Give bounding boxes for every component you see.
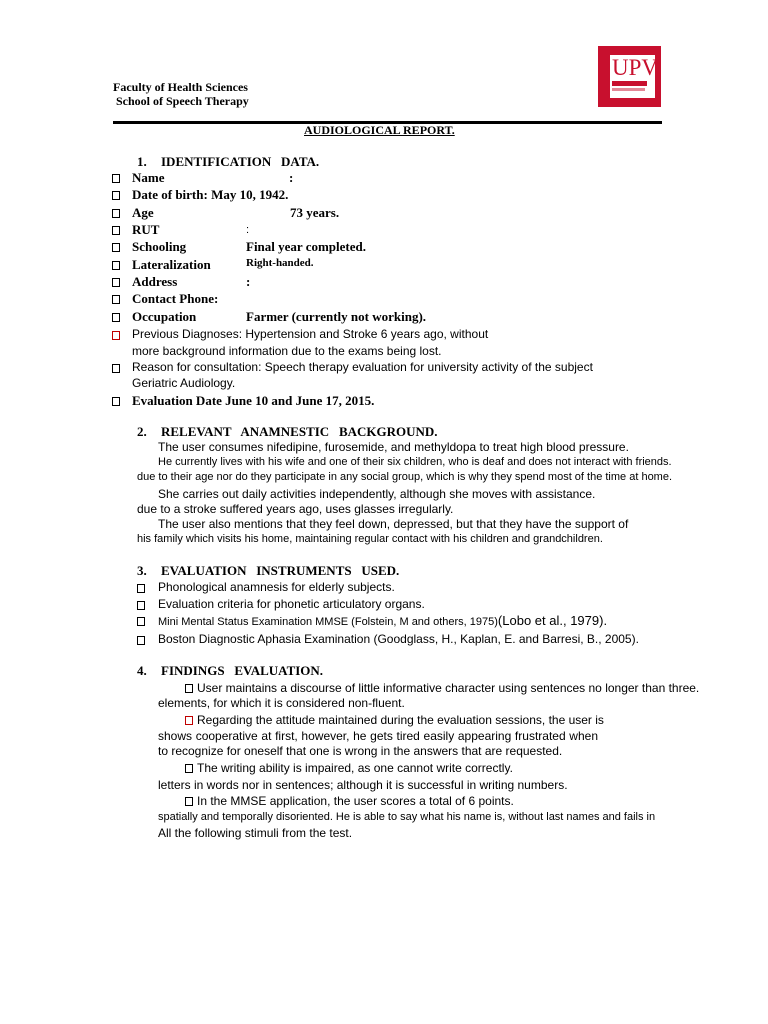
anamnesis-line: He currently lives with his wife and one of their six children, who is deaf and does not interact with friends. [158, 456, 672, 468]
finding-line: letters in words nor in sentences; although it is successful in writing numbers. [158, 778, 568, 792]
anamnesis-line: The user also mentions that they feel down, depressed, but that they have the support of [158, 517, 629, 531]
section-4-heading: 4. FINDINGS EVALUATION. [137, 663, 324, 678]
field-address-value: : [246, 274, 251, 289]
bullet-icon [137, 584, 145, 593]
bullet-icon [112, 174, 120, 183]
field-dob-label: Date of birth: May 10, 1942. [132, 187, 289, 202]
bullet-icon [112, 191, 120, 200]
previous-diagnoses-line-2: more background information due to the exams being lost. [132, 344, 442, 358]
field-name-value: : [289, 170, 294, 185]
field-address-label: Address [132, 274, 178, 289]
bullet-icon [112, 226, 120, 235]
field-occupation-value: Farmer (currently not working). [246, 309, 427, 324]
faculty-name: Faculty of Health Sciences [113, 80, 248, 94]
bullet-icon [112, 261, 120, 270]
previous-diagnoses-line-1: Previous Diagnoses: Hypertension and Stroke 6 years ago, without [132, 327, 489, 341]
field-age-value: 73 years. [290, 205, 340, 220]
field-schooling-value: Final year completed. [246, 239, 366, 254]
section-2-heading: 2. RELEVANT ANAMNESTIC BACKGROUND. [137, 424, 438, 439]
evaluation-date: Evaluation Date June 10 and June 17, 2015. [132, 393, 375, 408]
finding-line: The writing ability is impaired, as one cannot write correctly. [185, 761, 513, 775]
instrument-item: Phonological anamnesis for elderly subjects. [158, 580, 395, 594]
school-name: School of Speech Therapy [116, 94, 249, 108]
bullet-icon [185, 764, 193, 773]
report-title: AUDIOLOGICAL REPORT. [304, 123, 455, 137]
university-logo [598, 46, 661, 107]
bullet-icon [185, 716, 193, 725]
instrument-item: Boston Diagnostic Aphasia Examination (Goodglass, H., Kaplan, E. and Barresi, B., 2005). [158, 632, 639, 646]
bullet-icon [112, 295, 120, 304]
field-schooling-label: Schooling [132, 239, 187, 254]
finding-line: elements, for which it is considered non-fluent. [158, 696, 405, 710]
bullet-icon [137, 617, 145, 626]
anamnesis-line: She carries out daily activities independently, although she moves with assistance. [158, 487, 596, 501]
bullet-icon [112, 278, 120, 287]
anamnesis-line: his family which visits his home, maintaining regular contact with his children and grandchildren. [137, 533, 603, 545]
finding-line: Regarding the attitude maintained during the evaluation sessions, the user is [185, 713, 598, 727]
field-rut-label: RUT [132, 222, 160, 237]
bullet-icon [185, 684, 193, 693]
field-name-label: Name [132, 170, 165, 185]
reason-line-2: Geriatric Audiology. [132, 376, 236, 390]
section-1-heading: 1. IDENTIFICATION DATA. [137, 154, 320, 169]
field-phone-label: Contact Phone: [132, 291, 219, 306]
bullet-icon [185, 797, 193, 806]
anamnesis-line: The user consumes nifedipine, furosemide, and methyldopa to treat high blood pressure. [158, 440, 629, 454]
section-3-heading: 3. EVALUATION INSTRUMENTS USED. [137, 563, 400, 578]
finding-line: In the MMSE application, the user scores a total of 6 points. [185, 794, 514, 808]
bullet-icon [137, 601, 145, 610]
instrument-item: Mini Mental Status Examination MMSE (Folstein, M and others, 1975)(Lobo et al., 1979). [158, 613, 608, 628]
anamnesis-line: due to a stroke suffered years ago, uses glasses irregularly. [137, 502, 454, 516]
field-rut-value: : [246, 224, 250, 236]
bullet-icon [112, 364, 120, 373]
anamnesis-line: due to their age nor do they participate in any social group, which is why they spend most of the time at home. [137, 471, 673, 483]
finding-line: to recognize for oneself that one is wrong in the answers that are requested. [158, 744, 563, 758]
finding-line: All the following stimuli from the test. [158, 826, 353, 840]
finding-line: spatially and temporally disoriented. He is able to say what his name is, without last names and fails in [158, 811, 656, 823]
finding-line: shows cooperative at first, however, he gets tired easily appearing frustrated when [158, 729, 598, 743]
field-age-label: Age [132, 205, 154, 220]
bullet-icon [112, 313, 120, 322]
logo-text: UPV [612, 55, 659, 80]
instrument-item: Evaluation criteria for phonetic articulatory organs. [158, 597, 425, 611]
bullet-icon [112, 243, 120, 252]
field-occupation-label: Occupation [132, 309, 197, 324]
reason-line-1: Reason for consultation: Speech therapy evaluation for university activity of the subject [132, 360, 593, 374]
finding-line: User maintains a discourse of little informative character using sentences no longer than three. [185, 681, 699, 695]
field-laterality-label: Lateralization [132, 257, 211, 272]
bullet-icon [112, 209, 120, 218]
bullet-icon [112, 397, 120, 406]
field-laterality-value: Right-handed. [246, 257, 314, 269]
bullet-icon [137, 636, 145, 645]
bullet-icon [112, 331, 120, 340]
